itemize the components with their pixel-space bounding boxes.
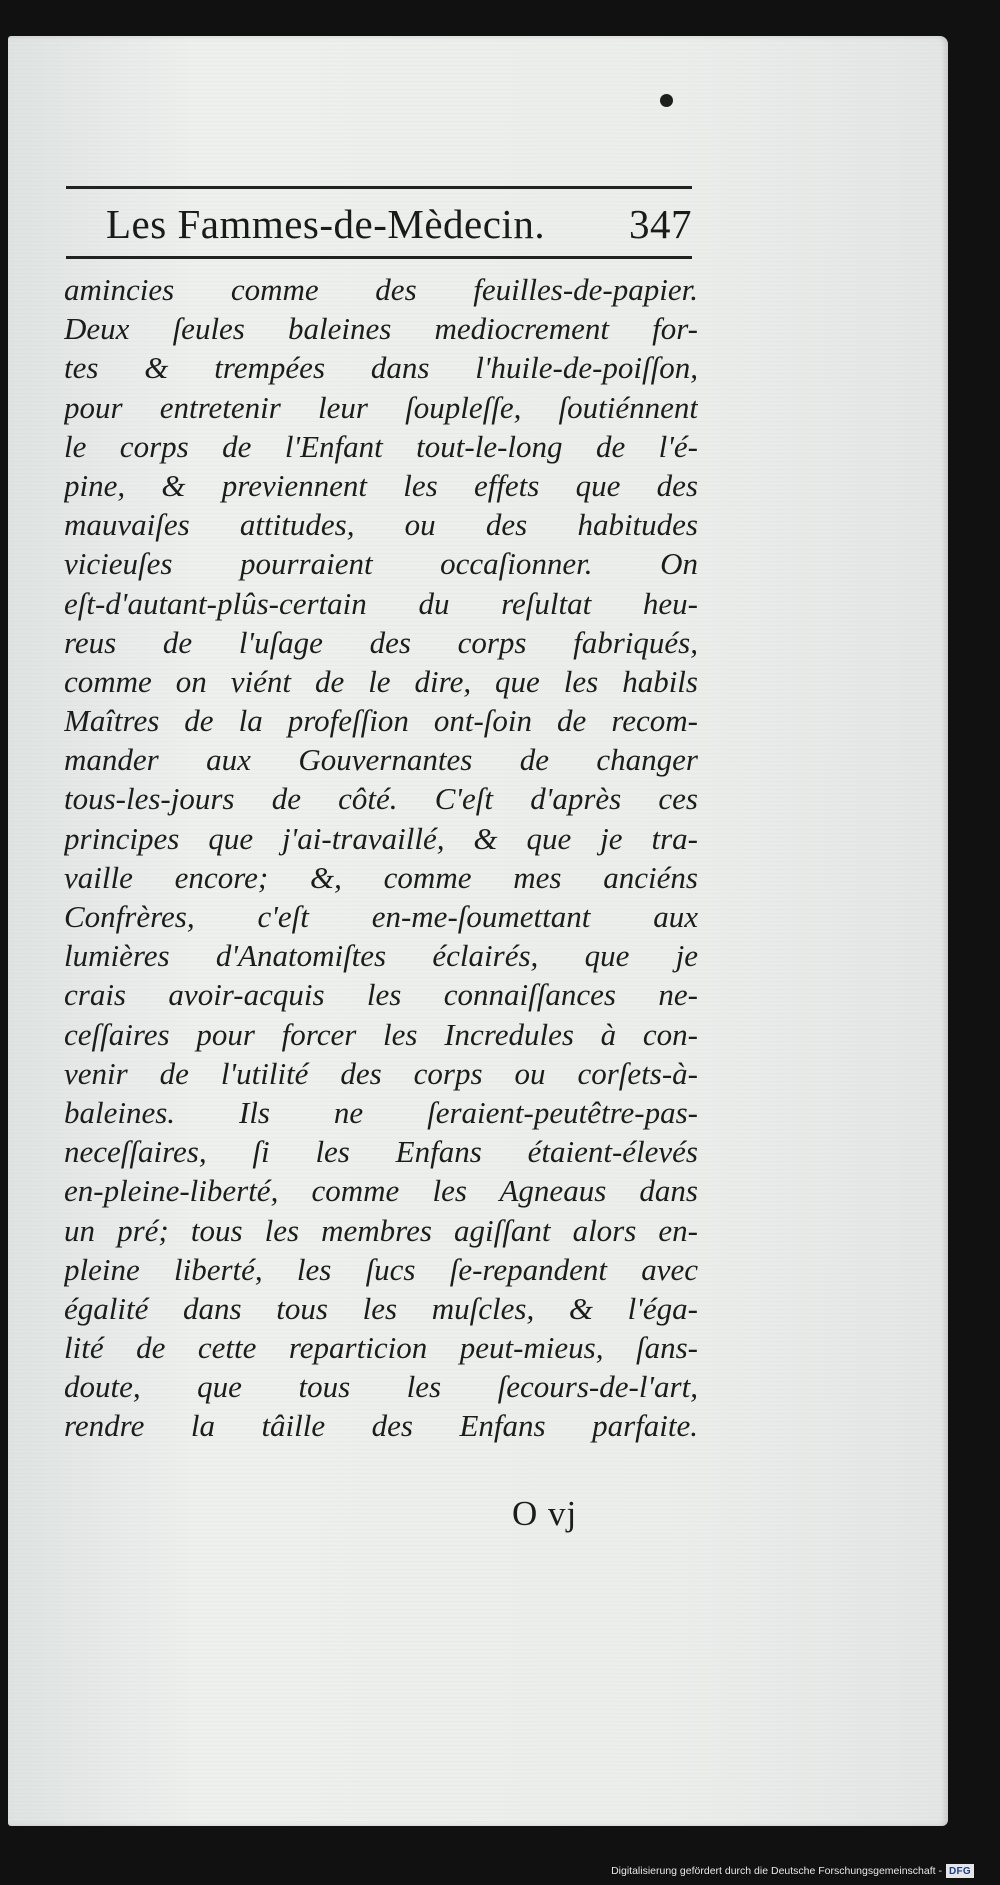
text-line: doute, que tous les ſecours-de-l'art, (64, 1369, 698, 1405)
running-title: Les Fammes-de-Mèdecin. (106, 201, 546, 247)
ink-spot (660, 94, 673, 107)
text-line: Deux ſeules baleines mediocrement for- (64, 311, 698, 347)
text-line: pour entretenir leur ſoupleſſe, ſoutiénnent (64, 389, 698, 425)
credit-text: Digitalisierung gefördert durch die Deutsche Forschungsgemeinschaft - (611, 1865, 942, 1877)
body-text (64, 270, 698, 1446)
text-line: reus de l'uſage des corps fabriqués, (64, 624, 698, 660)
text-line: pleine liberté, les ſucs ſe-repandent avec (64, 1251, 698, 1287)
text-line: Maîtres de la profeſſion ont-ſoin de recom- (64, 703, 698, 739)
page-number: 347 (629, 201, 692, 247)
text-line: rendre la tâille des Enfans parfaite. (64, 1408, 698, 1444)
running-header (106, 194, 692, 254)
header-rule-bottom (66, 256, 692, 259)
text-line: Confrères, c'eſt en-me-ſoumettant aux (64, 899, 698, 934)
text-line: pine, & previennent les effets que des (64, 467, 698, 503)
text-line: neceſſaires, ſi les Enfans étaient-élevés (64, 1134, 698, 1170)
text-line: eſt-d'autant-plûs-certain du reſultat heu- (64, 585, 698, 621)
text-line: lité de cette reparticion peut-mieus, ſans- (64, 1330, 698, 1366)
text-line: comme on viént de le dire, que les habils (64, 663, 698, 699)
text-line: crais avoir-acquis les connaiſſances ne- (64, 977, 698, 1013)
text-line: égalité dans tous les muſcles, & l'éga- (64, 1290, 698, 1326)
text-line: en-pleine-liberté, comme les Agneaus dans (64, 1173, 698, 1209)
header-rule-top (66, 186, 692, 189)
digitization-credit (611, 1863, 974, 1879)
text-line: ceſſaires pour forcer les Incredules à con- (64, 1016, 698, 1052)
signature-mark: O vj (512, 1494, 578, 1533)
text-line: vaille encore; &, comme mes anciéns (64, 859, 698, 895)
text-line: tes & trempées dans l'huile-de-poiſſon, (64, 350, 698, 386)
text-line: le corps de l'Enfant tout-le-long de l'é- (64, 428, 698, 464)
text-line: vicieuſes pourraient occaſionner. On (64, 546, 698, 582)
text-line: un pré; tous les membres agiſſant alors en- (64, 1212, 698, 1248)
text-line: mander aux Gouvernantes de changer (64, 742, 698, 778)
text-line: lumières d'Anatomiſtes éclairés, que je (64, 938, 698, 974)
text-line: mauvaiſes attitudes, ou des habitudes (64, 507, 698, 543)
text-line: tous-les-jours de côté. C'eſt d'après ces (64, 781, 698, 817)
text-line: principes que j'ai-travaillé, & que je tra- (64, 820, 698, 856)
text-line: baleines. Ils ne ſeraient-peutêtre-pas- (64, 1094, 698, 1130)
text-line: venir de l'utilité des corps ou corſets-à- (64, 1055, 698, 1091)
text-line: amincies comme des feuilles-de-papier. (64, 272, 698, 307)
dfg-logo: DFG (946, 1864, 974, 1878)
